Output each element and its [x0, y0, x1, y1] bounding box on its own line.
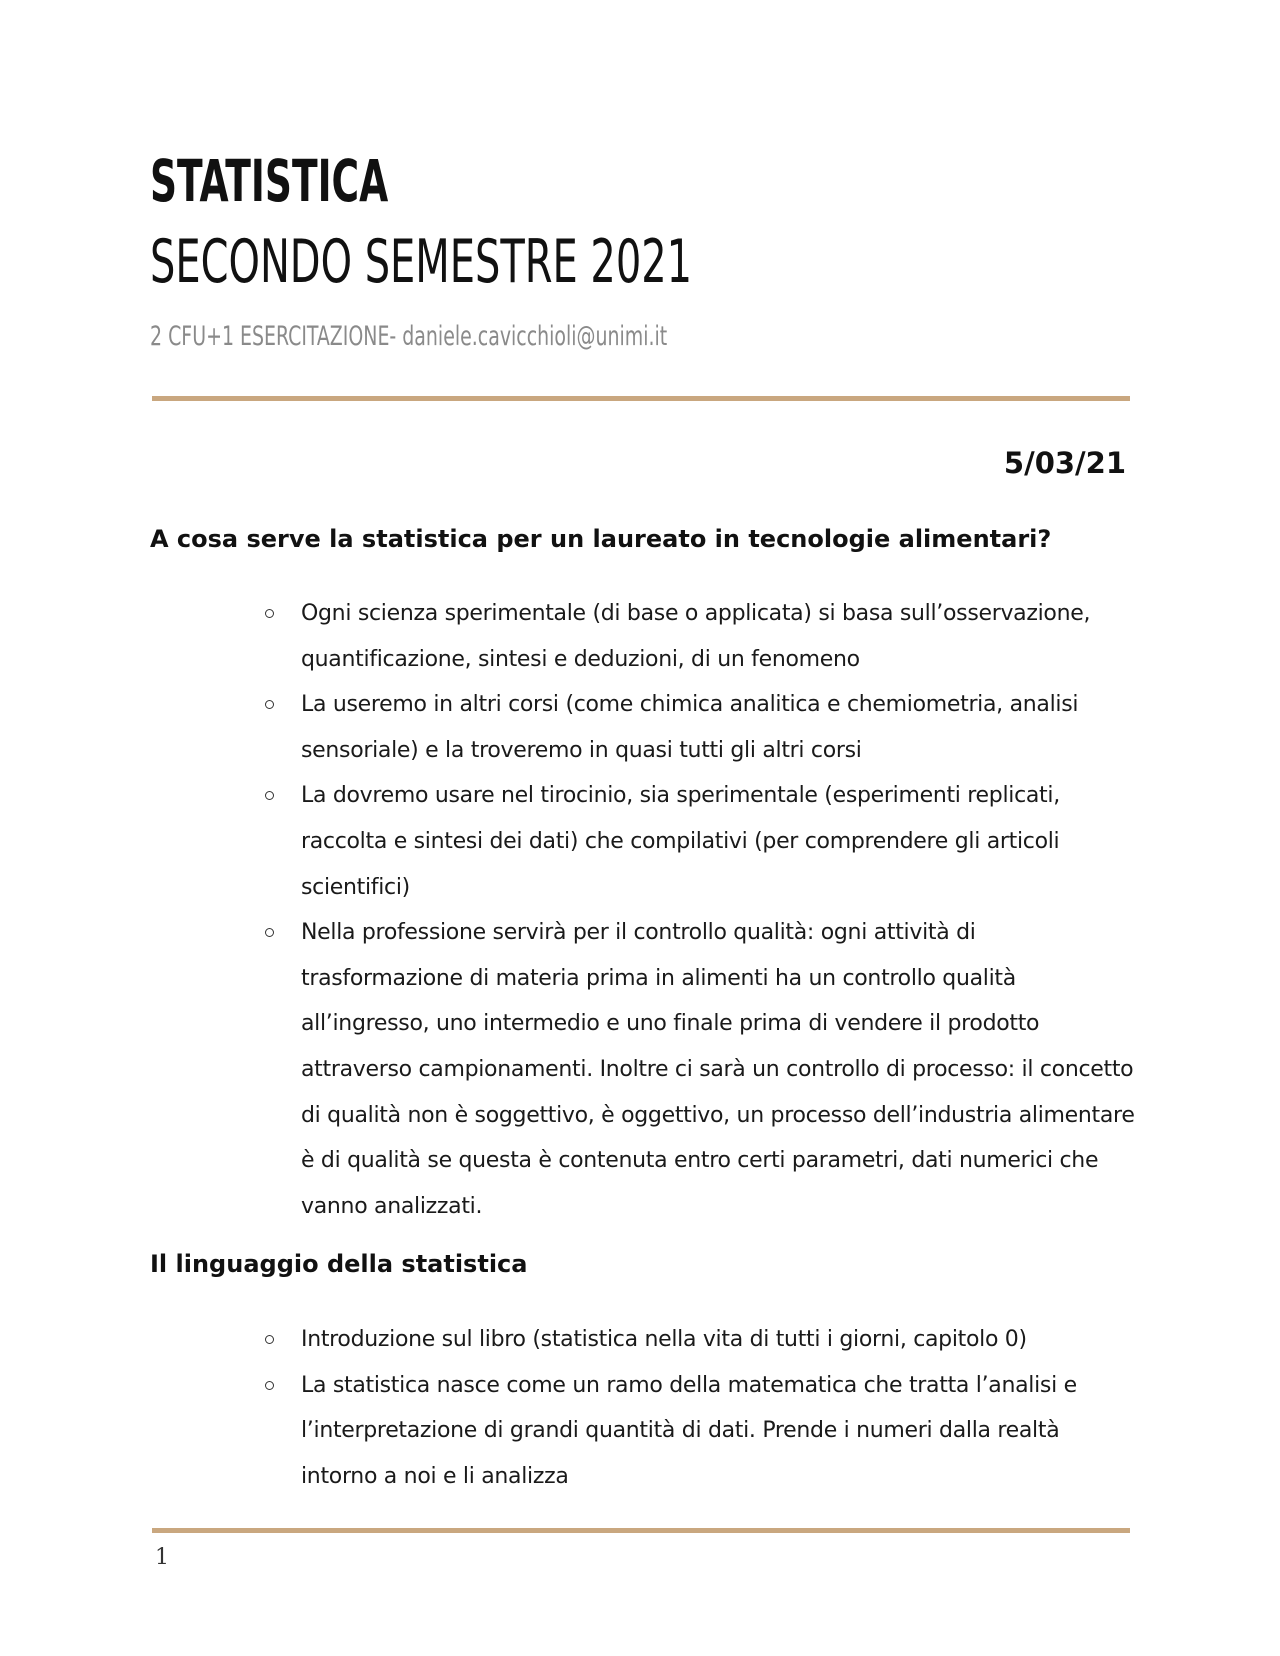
- page-number: 1: [155, 1545, 169, 1570]
- list-item: [262, 682, 1142, 773]
- document-title: STATISTICA: [150, 147, 389, 215]
- list-item-text: La useremo in altri corsi (come chimica analitica e chemiometria, analisi sensoriale) e la troveremo in quasi tutti gli altri corsi: [301, 692, 1079, 763]
- list-item: [262, 1363, 1142, 1500]
- lesson-date: 5/03/21: [1003, 446, 1126, 480]
- list-item-text: La statistica nasce come un ramo della matematica che tratta l’analisi e l’interpretazione di grandi quantità di dati. Prende i numeri dalla realtà intorno a noi e li analizza: [301, 1372, 1077, 1489]
- hollow-bullet-icon: [265, 1381, 274, 1390]
- list-item-text: Introduzione sul libro (statistica nella vita di tutti i giorni, capitolo 0): [301, 1327, 1027, 1352]
- list-item: [262, 1317, 1142, 1363]
- course-info: 2 CFU+1 ESERCITAZIONE- daniele.cavicchioli@unimi.it: [150, 321, 668, 352]
- list-item: [262, 591, 1142, 682]
- document-subtitle-semester: SECONDO SEMESTRE 2021: [150, 227, 693, 297]
- hollow-bullet-icon: [265, 609, 274, 618]
- section-2-list: [262, 1317, 1142, 1499]
- list-item: [262, 910, 1142, 1229]
- header-divider: [152, 396, 1130, 401]
- hollow-bullet-icon: [265, 1335, 274, 1344]
- footer-divider: [152, 1528, 1130, 1533]
- list-item-text: Nella professione servirà per il controllo qualità: ogni attività di trasformazione di materia prima in alimenti ha un controllo qualità all’ingresso, uno intermedio e uno finale prima di vendere il prodotto attraverso campionamenti. Inoltre ci sarà un controllo di processo: il concetto di qualità non è soggettivo, è oggettivo, un processo dell’industria alimentare è di qualità se questa è contenuta entro certi parametri, dati numerici che vanno analizzati.: [301, 920, 1135, 1219]
- section-heading-1: A cosa serve la statistica per un laureato in tecnologie alimentari?: [150, 525, 1052, 553]
- hollow-bullet-icon: [265, 791, 274, 800]
- list-item-text: Ogni scienza sperimentale (di base o applicata) si basa sull’osservazione, quantificazione, sintesi e deduzioni, di un fenomeno: [301, 601, 1091, 672]
- list-item-text: La dovremo usare nel tirocinio, sia sperimentale (esperimenti replicati, raccolta e sintesi dei dati) che compilativi (per comprendere gli articoli scientifici): [301, 783, 1060, 900]
- section-1-list: [262, 591, 1142, 1229]
- list-item: [262, 773, 1142, 910]
- hollow-bullet-icon: [265, 928, 274, 937]
- section-heading-2: Il linguaggio della statistica: [150, 1250, 528, 1278]
- hollow-bullet-icon: [265, 700, 274, 709]
